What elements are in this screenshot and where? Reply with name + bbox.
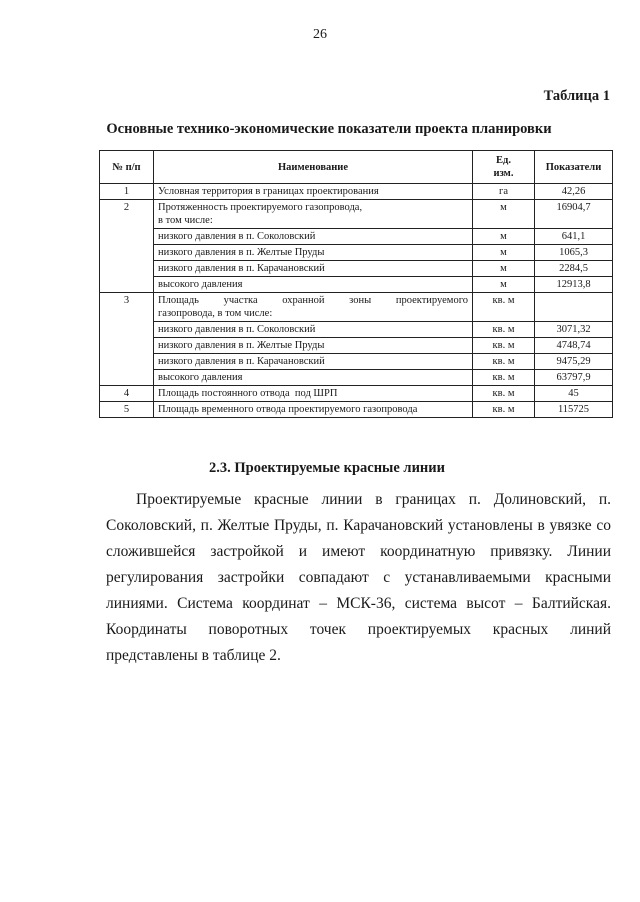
table-row [100, 261, 613, 277]
section-heading: 2.3. Проектируемые красные линии [208, 460, 445, 476]
table-row [100, 277, 613, 293]
row-unit: кв. м [473, 386, 535, 402]
row-name-line1: Протяженность проектируемого газопровода, [158, 202, 363, 213]
row-value: 12913,8 [535, 277, 613, 293]
row-name: Условная территория в границах проектирования [154, 184, 473, 200]
row-name-line1: Площадь участка охранной зоны проектируемого [158, 295, 468, 306]
row-unit: га [473, 184, 535, 200]
table-row [100, 370, 613, 386]
row-name: низкого давления в п. Соколовский [154, 322, 473, 338]
row-name: высокого давления [154, 370, 473, 386]
row-value: 3071,32 [535, 322, 613, 338]
table-title: Основные технико-экономические показатели проекта планировки [106, 121, 552, 137]
row-unit: м [473, 200, 535, 229]
row-num: 4 [100, 386, 154, 402]
row-name: низкого давления в п. Желтые Пруды [154, 338, 473, 354]
row-value: 16904,7 [535, 200, 613, 229]
row-unit: кв. м [473, 322, 535, 338]
table-row [100, 245, 613, 261]
row-name: низкого давления в п. Соколовский [154, 229, 473, 245]
table-row [100, 200, 613, 229]
row-value: 641,1 [535, 229, 613, 245]
header-unit-line1: Ед. [496, 155, 511, 166]
row-num: 3 [100, 293, 154, 386]
row-name: Площадь временного отвода проектируемого газопровода [154, 402, 473, 418]
header-unit [473, 151, 535, 184]
row-unit: м [473, 261, 535, 277]
table-label: Таблица 1 [543, 88, 610, 104]
row-unit: м [473, 245, 535, 261]
row-num: 5 [100, 402, 154, 418]
table-row [100, 322, 613, 338]
header-unit-line2: изм. [493, 168, 514, 179]
row-name-line2: газопровода, в том числе: [158, 308, 273, 319]
row-unit: м [473, 277, 535, 293]
row-name: низкого давления в п. Карачановский [154, 261, 473, 277]
row-value: 63797,9 [535, 370, 613, 386]
row-value: 2284,5 [535, 261, 613, 277]
paragraph-text: Проектируемые красные линии в границах п. Долиновский, п. Соколовский, п. Желтые Пруды, п. Карачановский установлены в увязке со сложившейся застройкой и имеют координатную привязку. Линии регулирования застройки совпадают с устанавливаемыми красными линиями. Система координат – МСК-36, система высот – Балтийская. Координаты поворотных точек проектируемых красных линий представлены в таблице 2. [106, 491, 611, 664]
table-row [100, 184, 613, 200]
row-unit: м [473, 229, 535, 245]
section-paragraph [106, 487, 611, 669]
row-unit: кв. м [473, 370, 535, 386]
table-row [100, 354, 613, 370]
row-unit: кв. м [473, 293, 535, 322]
row-name: низкого давления в п. Желтые Пруды [154, 245, 473, 261]
header-num: № п/п [100, 151, 154, 184]
table-row [100, 338, 613, 354]
row-unit: кв. м [473, 338, 535, 354]
table-row [100, 386, 613, 402]
row-value: 4748,74 [535, 338, 613, 354]
page-number: 26 [313, 27, 327, 42]
row-name [154, 200, 473, 229]
row-name: Площадь постоянного отвода под ШРП [154, 386, 473, 402]
row-num: 2 [100, 200, 154, 293]
row-name [154, 293, 473, 322]
table-row [100, 402, 613, 418]
table-row [100, 293, 613, 322]
row-name: низкого давления в п. Карачановский [154, 354, 473, 370]
row-num: 1 [100, 184, 154, 200]
row-value: 45 [535, 386, 613, 402]
row-unit: кв. м [473, 402, 535, 418]
table-row [100, 229, 613, 245]
row-value: 1065,3 [535, 245, 613, 261]
row-unit: кв. м [473, 354, 535, 370]
row-value [535, 293, 613, 322]
indicators-table [99, 150, 613, 418]
row-name: высокого давления [154, 277, 473, 293]
row-value: 9475,29 [535, 354, 613, 370]
row-value: 42,26 [535, 184, 613, 200]
row-value: 115725 [535, 402, 613, 418]
table-header-row [100, 151, 613, 184]
header-value: Показатели [535, 151, 613, 184]
row-name-line2: в том числе: [158, 215, 213, 226]
header-name: Наименование [154, 151, 473, 184]
